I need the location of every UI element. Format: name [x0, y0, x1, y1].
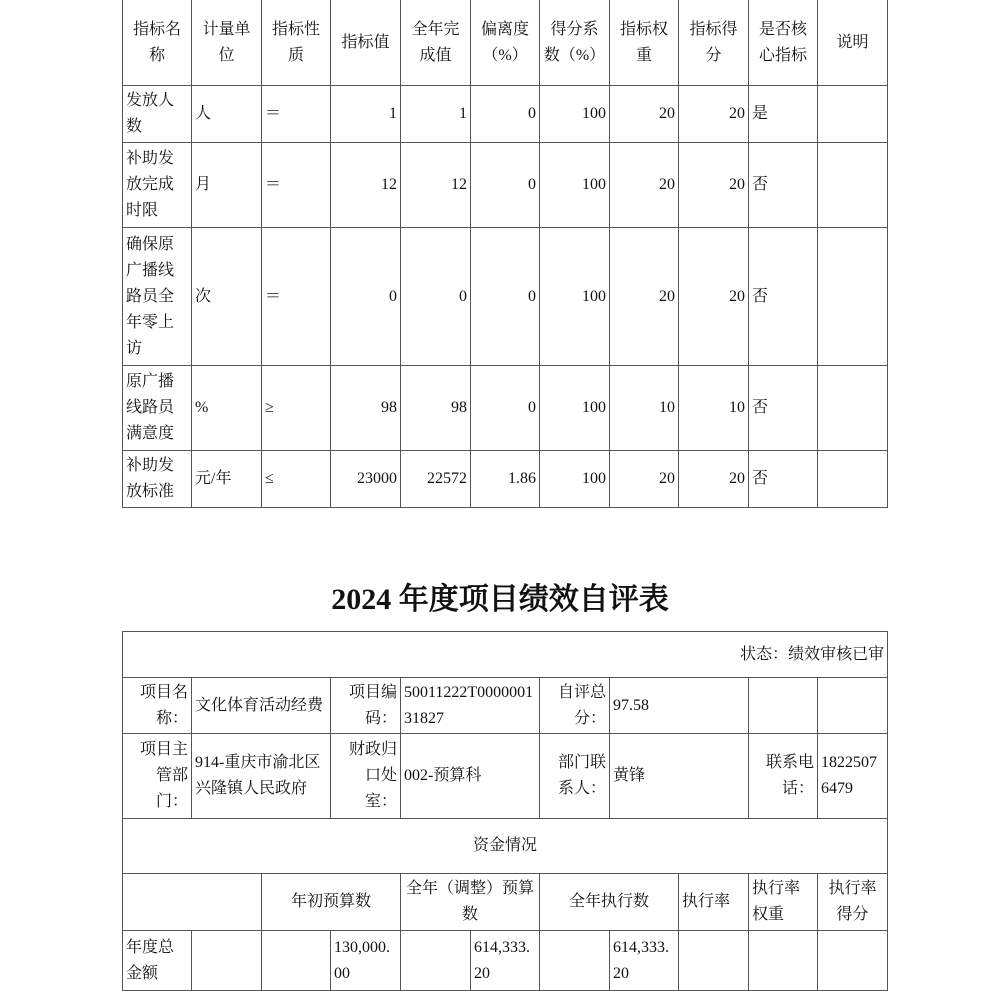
evaluation-table: [122, 631, 888, 991]
funds-header: 执行率权重: [749, 874, 818, 931]
note: [818, 86, 888, 143]
nature: ＝: [262, 228, 331, 366]
header-cell: 指标性质: [262, 0, 331, 86]
score-coefficient: 100: [540, 86, 610, 143]
empty-cell: [679, 931, 749, 991]
empty-cell: [540, 931, 610, 991]
table-row: [123, 86, 888, 143]
executed-amount: 614,333.20: [610, 931, 679, 991]
is-core: 否: [749, 228, 818, 366]
actual-value: 22572: [401, 451, 471, 508]
page-title: 2024 年度项目绩效自评表: [331, 583, 669, 616]
funds-header: 全年（调整）预算数: [401, 874, 540, 931]
empty-cell: [749, 931, 818, 991]
note: [818, 451, 888, 508]
empty-cell: [262, 931, 331, 991]
indicator-name: 原广播线路员满意度: [123, 366, 192, 451]
score: 20: [679, 451, 749, 508]
is-core: 否: [749, 451, 818, 508]
funds-header: 全年执行数: [540, 874, 679, 931]
deviation: 0: [471, 143, 540, 228]
table-row: [123, 143, 888, 228]
project-name-label: 项目名称：: [123, 678, 192, 734]
note: [818, 366, 888, 451]
empty-cell: [818, 931, 888, 991]
funds-header: 执行率: [679, 874, 749, 931]
header-cell: 指标得分: [679, 0, 749, 86]
score: 20: [679, 143, 749, 228]
indicator-name: 确保原广播线路员全年零上访: [123, 228, 192, 366]
score-coefficient: 100: [540, 451, 610, 508]
weight: 20: [610, 228, 679, 366]
funds-row-label: 年度总金额: [123, 931, 192, 991]
score-coefficient: 100: [540, 143, 610, 228]
indicator-name: 补助发放标准: [123, 451, 192, 508]
header-cell: 得分系数（%）: [540, 0, 610, 86]
phone: 18225076479: [818, 734, 888, 819]
is-core: 是: [749, 86, 818, 143]
initial-budget: 130,000.00: [331, 931, 401, 991]
note: [818, 228, 888, 366]
adjusted-budget: 614,333.20: [471, 931, 540, 991]
project-code: 50011222T000000131827: [401, 678, 540, 734]
score: 20: [679, 228, 749, 366]
score: 20: [679, 86, 749, 143]
indicator-name: 补助发放完成时限: [123, 143, 192, 228]
empty-cell: [123, 874, 262, 931]
is-core: 否: [749, 143, 818, 228]
funds-header: 年初预算数: [262, 874, 401, 931]
unit: %: [192, 366, 262, 451]
deviation: 0: [471, 228, 540, 366]
is-core: 否: [749, 366, 818, 451]
funds-section-title: 资金情况: [123, 819, 888, 874]
table-row: [123, 451, 888, 508]
finance-office-label: 财政归口处室：: [331, 734, 401, 819]
nature: ≤: [262, 451, 331, 508]
empty-cell: [192, 931, 262, 991]
nature: ≥: [262, 366, 331, 451]
header-cell: 指标名称: [123, 0, 192, 86]
actual-value: 12: [401, 143, 471, 228]
project-code-label: 项目编码：: [331, 678, 401, 734]
indicator-table: [122, 0, 888, 508]
weight: 20: [610, 451, 679, 508]
contact: 黄锋: [610, 734, 749, 819]
funds-header: 执行率得分: [818, 874, 888, 931]
total-score-label: 自评总分：: [540, 678, 610, 734]
target-value: 23000: [331, 451, 401, 508]
unit: 月: [192, 143, 262, 228]
actual-value: 98: [401, 366, 471, 451]
header-cell: 指标值: [331, 0, 401, 86]
header-cell: 偏离度（%）: [471, 0, 540, 86]
deviation: 0: [471, 366, 540, 451]
empty-cell: [749, 678, 818, 734]
deviation: 1.86: [471, 451, 540, 508]
target-value: 12: [331, 143, 401, 228]
empty-cell: [818, 678, 888, 734]
dept: 914-重庆市渝北区兴隆镇人民政府: [192, 734, 331, 819]
deviation: 0: [471, 86, 540, 143]
target-value: 98: [331, 366, 401, 451]
actual-value: 1: [401, 86, 471, 143]
unit: 次: [192, 228, 262, 366]
contact-label: 部门联系人：: [540, 734, 610, 819]
indicator-name: 发放人数: [123, 86, 192, 143]
total-score: 97.58: [610, 678, 749, 734]
nature: ＝: [262, 143, 331, 228]
header-cell: 说明: [818, 0, 888, 86]
weight: 20: [610, 143, 679, 228]
weight: 10: [610, 366, 679, 451]
weight: 20: [610, 86, 679, 143]
target-value: 0: [331, 228, 401, 366]
table-row: [123, 366, 888, 451]
target-value: 1: [331, 86, 401, 143]
score: 10: [679, 366, 749, 451]
status-text: 状态：绩效审核已审: [123, 632, 888, 678]
indicator-header-row: [123, 0, 888, 86]
project-name: 文化体育活动经费: [192, 678, 331, 734]
header-cell: 全年完成值: [401, 0, 471, 86]
header-cell: 计量单位: [192, 0, 262, 86]
dept-label: 项目主管部门：: [123, 734, 192, 819]
note: [818, 143, 888, 228]
actual-value: 0: [401, 228, 471, 366]
table-row: [123, 228, 888, 366]
unit: 人: [192, 86, 262, 143]
header-cell: 是否核心指标: [749, 0, 818, 86]
score-coefficient: 100: [540, 228, 610, 366]
phone-label: 联系电话：: [749, 734, 818, 819]
empty-cell: [401, 931, 471, 991]
score-coefficient: 100: [540, 366, 610, 451]
nature: ＝: [262, 86, 331, 143]
header-cell: 指标权重: [610, 0, 679, 86]
finance-office: 002-预算科: [401, 734, 540, 819]
unit: 元/年: [192, 451, 262, 508]
